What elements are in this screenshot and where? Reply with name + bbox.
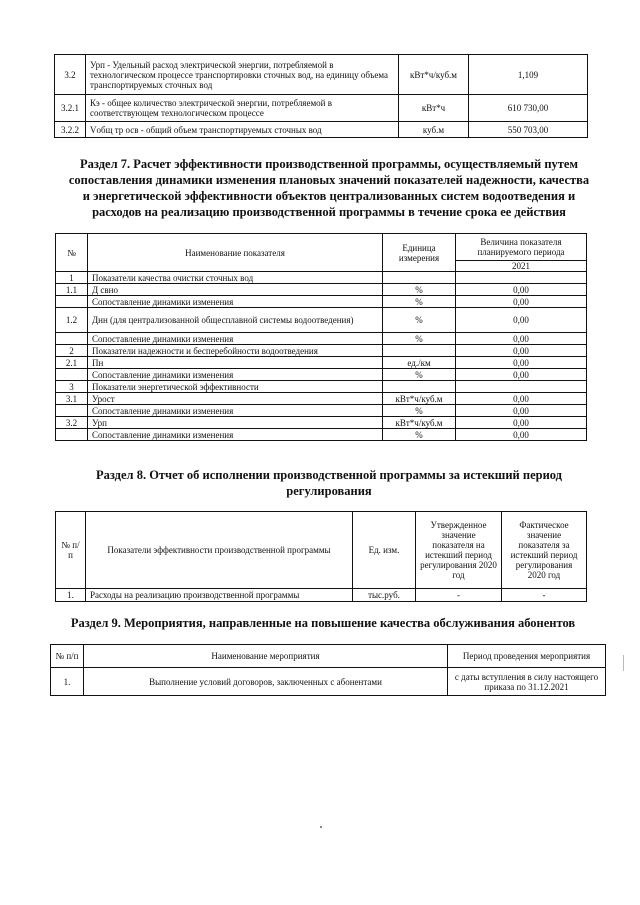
table-row (56, 284, 587, 296)
indicator-name: Пн (88, 357, 383, 369)
indicator-name: Показатели энергетической эффективности (88, 381, 383, 393)
event-name: Выполнение условий договоров, заключенных с абонентами (84, 668, 448, 696)
table-row (56, 369, 587, 381)
unit-cell: тыс.руб. (353, 589, 416, 602)
table-row (55, 95, 588, 122)
unit-cell: кВт*ч/куб.м (383, 417, 456, 429)
table-row (56, 357, 587, 369)
unit-cell: кВт*ч (399, 95, 469, 122)
indicator-name: Урп - Удельный расход электрической энергии, потребляемой в технологическом процессе транспортировки сточных вод, на единицу объема транспортируемых сточных вод (86, 55, 399, 95)
section9-title: Раздел 9. Мероприятия, направленные на повышение качества обслуживания абонентов (70, 616, 576, 630)
table-row (55, 55, 588, 95)
indicator-name: Сопоставление динамики изменения (88, 429, 383, 441)
value-cell (456, 272, 587, 284)
scan-dot (623, 655, 624, 671)
row-number: 3.2 (56, 417, 88, 429)
indicator-name: Сопоставление динамики изменения (88, 333, 383, 345)
top-indicator-table (54, 54, 588, 138)
row-number (56, 369, 88, 381)
table-row (55, 122, 588, 138)
unit-cell: кВт*ч/куб.м (399, 55, 469, 95)
header-unit: Единица измерения (383, 234, 456, 272)
value-cell: 0,00 (456, 284, 587, 296)
row-number: 3 (56, 381, 88, 393)
unit-cell: ед./км (383, 357, 456, 369)
value-cell: 0,00 (456, 429, 587, 441)
table-row (56, 345, 587, 357)
row-number (56, 429, 88, 441)
scan-dot (320, 826, 322, 828)
row-number: 3.2 (55, 55, 86, 95)
row-number (56, 296, 88, 308)
indicator-name: Vобщ тр осв - общий объем транспортируемых сточных вод (86, 122, 399, 138)
indicator-name: Урп (88, 417, 383, 429)
unit-cell: % (383, 296, 456, 308)
unit-cell (383, 345, 456, 357)
table-row (56, 308, 587, 333)
row-number: 2.1 (56, 357, 88, 369)
value-cell: 0,00 (456, 393, 587, 405)
value-cell: 0,00 (456, 357, 587, 369)
unit-cell: % (383, 429, 456, 441)
header-value: Величина показателя планируемого периода (456, 234, 587, 261)
header-actual: Фактическое значение показателя за истекший период регулирования 2020 год (502, 512, 587, 589)
value-cell (456, 381, 587, 393)
table-row (56, 393, 587, 405)
table-row (56, 429, 587, 441)
unit-cell: куб.м (399, 122, 469, 138)
header-unit: Ед. изм. (353, 512, 416, 589)
row-number: 3.1 (56, 393, 88, 405)
indicator-name: Сопоставление динамики изменения (88, 296, 383, 308)
value-cell: 550 703,00 (469, 122, 588, 138)
header-approved: Утвержденное значение показателя на истекший период регулирования 2020 год (416, 512, 502, 589)
row-number: 1.1 (56, 284, 88, 296)
value-cell: 0,00 (456, 345, 587, 357)
section7-table (55, 233, 587, 441)
value-cell: 610 730,00 (469, 95, 588, 122)
section7-title: Раздел 7. Расчет эффективности производственной программы, осуществляемый путем сопоставления динамики изменения плановых значений показателей надежности, качества и энергетической эффективности объектов централизованных систем водоотведения и расходов на реализацию производственной программы в течение срока ее действия (68, 157, 590, 219)
section9-table (50, 644, 606, 696)
unit-cell: кВт*ч/куб.м (383, 393, 456, 405)
header-num: № (56, 234, 88, 272)
header-name: Показатели эффективности производственной программы (86, 512, 353, 589)
actual-value: - (502, 589, 587, 602)
unit-cell: % (383, 369, 456, 381)
unit-cell (383, 272, 456, 284)
row-number (56, 405, 88, 417)
header-row (51, 645, 606, 668)
header-row (56, 234, 587, 261)
header-row (56, 512, 587, 589)
approved-value: - (416, 589, 502, 602)
table-row (56, 589, 587, 602)
row-number: 1 (56, 272, 88, 284)
indicator-name: Показатели надежности и бесперебойности водоотведения (88, 345, 383, 357)
section8-title: Раздел 8. Отчет об исполнении производственной программы за истекший период регулирования (96, 468, 562, 498)
indicator-name: Показатели качества очистки сточных вод (88, 272, 383, 284)
indicator-name: Сопоставление динамики изменения (88, 405, 383, 417)
unit-cell: % (383, 308, 456, 333)
table-row (56, 333, 587, 345)
row-number: 1.2 (56, 308, 88, 333)
value-cell: 0,00 (456, 369, 587, 381)
value-cell: 0,00 (456, 333, 587, 345)
table-row (56, 417, 587, 429)
header-num: № п/п (51, 645, 84, 668)
unit-cell: % (383, 405, 456, 417)
unit-cell: % (383, 333, 456, 345)
header-period: Период проведения мероприятия (448, 645, 606, 668)
section8-table (55, 511, 587, 602)
table-row (56, 272, 587, 284)
indicator-name: Днн (для централизованной общесплавной системы водоотведения) (88, 308, 383, 333)
row-number: 1. (56, 589, 86, 602)
row-number: 3.2.1 (55, 95, 86, 122)
row-number: 1. (51, 668, 84, 696)
value-cell: 0,00 (456, 405, 587, 417)
row-number (56, 333, 88, 345)
indicator-name: Д свно (88, 284, 383, 296)
row-number: 2 (56, 345, 88, 357)
value-cell: 0,00 (456, 417, 587, 429)
row-number: 3.2.2 (55, 122, 86, 138)
value-cell: 0,00 (456, 308, 587, 333)
value-cell: 1,109 (469, 55, 588, 95)
table-row (56, 296, 587, 308)
header-num: № п/п (56, 512, 86, 589)
header-year: 2021 (456, 261, 587, 272)
indicator-name: Расходы на реализацию производственной программы (86, 589, 353, 602)
indicator-name: Кэ - общее количество электрической энергии, потребляемой в соответствующем технологическом процессе (86, 95, 399, 122)
event-period: с даты вступления в силу настоящего приказа по 31.12.2021 (448, 668, 606, 696)
unit-cell (383, 381, 456, 393)
header-name: Наименование показателя (88, 234, 383, 272)
value-cell: 0,00 (456, 296, 587, 308)
table-row (56, 381, 587, 393)
table-row (51, 668, 606, 696)
table-row (56, 405, 587, 417)
indicator-name: Урост (88, 393, 383, 405)
header-name: Наименование мероприятия (84, 645, 448, 668)
unit-cell: % (383, 284, 456, 296)
indicator-name: Сопоставление динамики изменения (88, 369, 383, 381)
